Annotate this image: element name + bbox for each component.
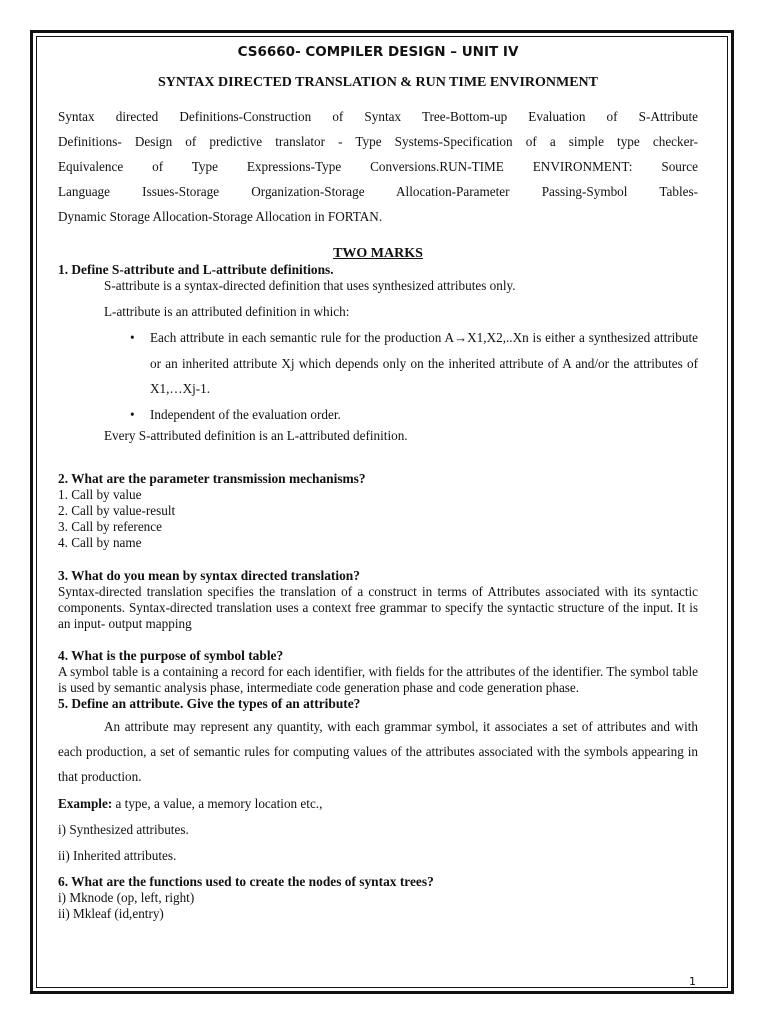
example-text: a type, a value, a memory location etc.,: [112, 796, 323, 811]
answer-3: Syntax-directed translation specifies the translation of a construct in terms of Attributes associated with its syntactic components. Syntax-directed translation uses a context free grammar to specify the syntactic structure of the input. It is an input- output mapping: [58, 584, 698, 631]
document-page: [58, 44, 698, 922]
list-item: 2. Call by value-result: [58, 503, 176, 518]
list-item: ii) Mkleaf (id,entry): [58, 906, 164, 921]
question-4: 4. What is the purpose of symbol table?: [58, 648, 284, 663]
page-number: 1: [689, 975, 696, 988]
answer-4: A symbol table is a containing a record for each identifier, with fields for the attributes of the identifier. The symbol table is used by semantic analysis phase, intermediate code generation phase and code generation phase.: [58, 664, 698, 695]
question-6: 6. What are the functions used to create the nodes of syntax trees?: [58, 874, 434, 889]
question-5: 5. Define an attribute. Give the types of an attribute?: [58, 696, 361, 711]
list-item: 4. Call by name: [58, 535, 142, 550]
list-item: [130, 325, 698, 402]
question-3: 3. What do you mean by syntax directed translation?: [58, 568, 360, 583]
example-label: Example:: [58, 796, 113, 811]
section-title: TWO MARKS: [333, 246, 423, 261]
closing-text: Every S-attributed definition is an L-attributed definition.: [104, 428, 408, 443]
intro-line: Dynamic Storage Allocation-Storage Allocation in FORTAN.: [58, 209, 383, 224]
question-1: 1. Define S-attribute and L-attribute definitions.: [58, 262, 334, 277]
list-item: ii) Inherited attributes.: [58, 848, 177, 863]
bullet-icon: •: [130, 406, 135, 422]
s-attribute-text: S-attribute is a syntax-directed definition that uses synthesized attributes only.: [104, 278, 516, 293]
bullet-text: Independent of the evaluation order.: [150, 406, 341, 422]
question-2: 2. What are the parameter transmission mechanisms?: [58, 471, 366, 486]
l-attribute-text: L-attribute is an attributed definition in which:: [104, 304, 350, 319]
intro-paragraph: [58, 104, 698, 229]
l-attribute-bullets: [58, 325, 698, 427]
list-item: 3. Call by reference: [58, 519, 162, 534]
intro-line: Syntax directed Definitions-Construction of Syntax Tree-Bottom-up Evaluation of S-Attribute: [58, 109, 698, 124]
bullet-text: Each attribute in each semantic rule for the production A→X1,X2,..Xn is either a synthesized attribute or an inherited attribute Xj which depends only on the inherited attribute of A and/or the attributes of X1,…Xj-1.: [150, 330, 698, 396]
intro-line: Equivalence of Type Expressions-Type Conversions.RUN-TIME ENVIRONMENT: Source: [58, 159, 698, 174]
list-item: i) Mknode (op, left, right): [58, 890, 195, 905]
example-line: [58, 796, 698, 812]
list-item: [130, 402, 698, 428]
list-item: 1. Call by value: [58, 487, 142, 502]
answer-5: An attribute may represent any quantity, with each grammar symbol, it associates a set of attributes and with each production, a set of semantic rules for computing values of the attributes associated with the symbols appearing in that production.: [58, 719, 698, 784]
list-item: i) Synthesized attributes.: [58, 822, 189, 837]
document-title: CS6660- COMPILER DESIGN – UNIT IV: [237, 44, 519, 60]
bullet-icon: •: [130, 330, 135, 345]
intro-line: Definitions- Design of predictive translator - Type Systems-Specification of a simple type checker-: [58, 134, 698, 149]
intro-line: Language Issues-Storage Organization-Storage Allocation-Parameter Passing-Symbol Tables-: [58, 184, 698, 199]
document-subtitle: SYNTAX DIRECTED TRANSLATION & RUN TIME ENVIRONMENT: [157, 75, 599, 90]
